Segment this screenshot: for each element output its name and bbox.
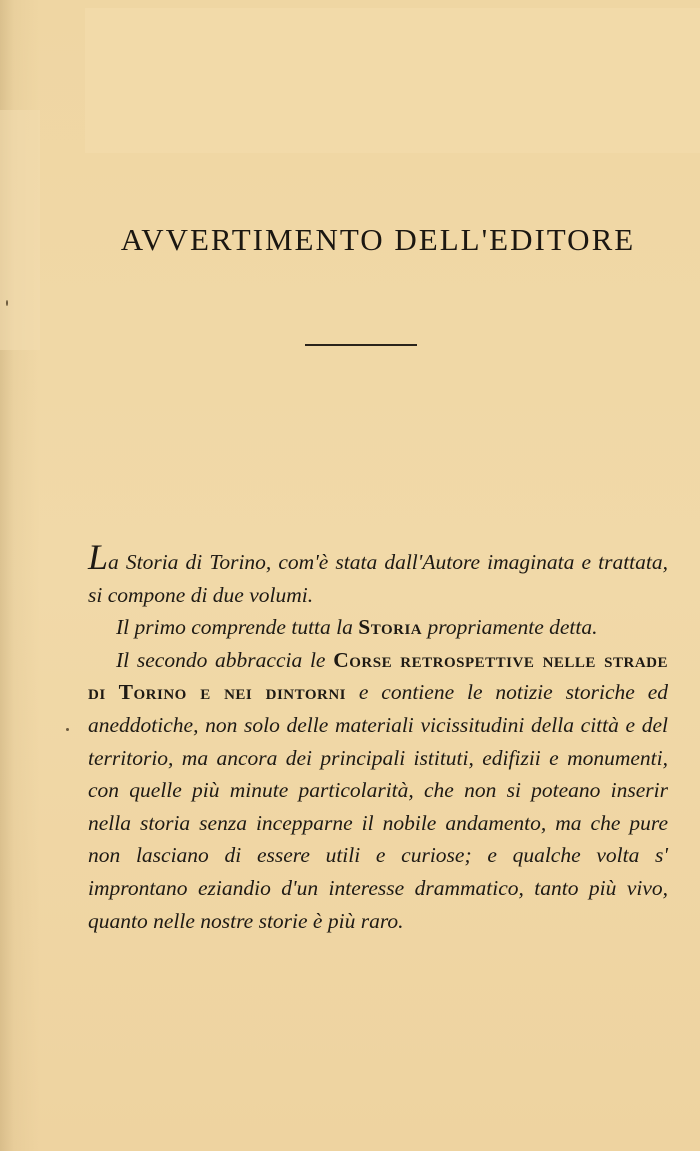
paragraph-2-tail: propriamente detta. — [422, 615, 598, 640]
small-caps-corse: Corse retrospettive nelle strade di Torino e nei dintorni — [88, 647, 668, 705]
drop-cap: L — [88, 537, 109, 577]
paragraph-3-text: Il secondo abbraccia le — [116, 647, 334, 672]
page-title: AVVERTIMENTO DELL'EDITORE — [120, 222, 636, 257]
title-rule — [305, 344, 417, 346]
scan-speck — [66, 728, 69, 731]
scan-artifact — [85, 8, 700, 153]
small-caps-storia: Storia — [358, 615, 423, 640]
paragraph-1 — [88, 537, 668, 611]
body-text — [88, 537, 668, 937]
scan-speck — [6, 300, 8, 306]
paragraph-3-tail: e contiene le notizie storiche ed aneddotiche, non solo delle materiali vicissitudini della città e del territorio, ma ancora dei principali istituti, edifizii e monumenti, con quelle più minute particolarità, che non si poteano inserir nella storia senza incepparne il nobile andamento, ma che pure non lasciano di essere utili e curiose; e qualche volta s' improntano eziandio d'un interesse drammatico, tanto più vivo, quanto nelle nostre storie è più raro. — [88, 680, 668, 933]
paragraph-1-text: a Storia di Torino, com'è stata dall'Autore imaginata e trattata, si compone di due volumi. — [88, 550, 668, 607]
paragraph-2-text: Il primo comprende tutta la — [116, 615, 359, 640]
paragraph-2 — [88, 611, 668, 644]
paragraph-3 — [88, 644, 668, 937]
